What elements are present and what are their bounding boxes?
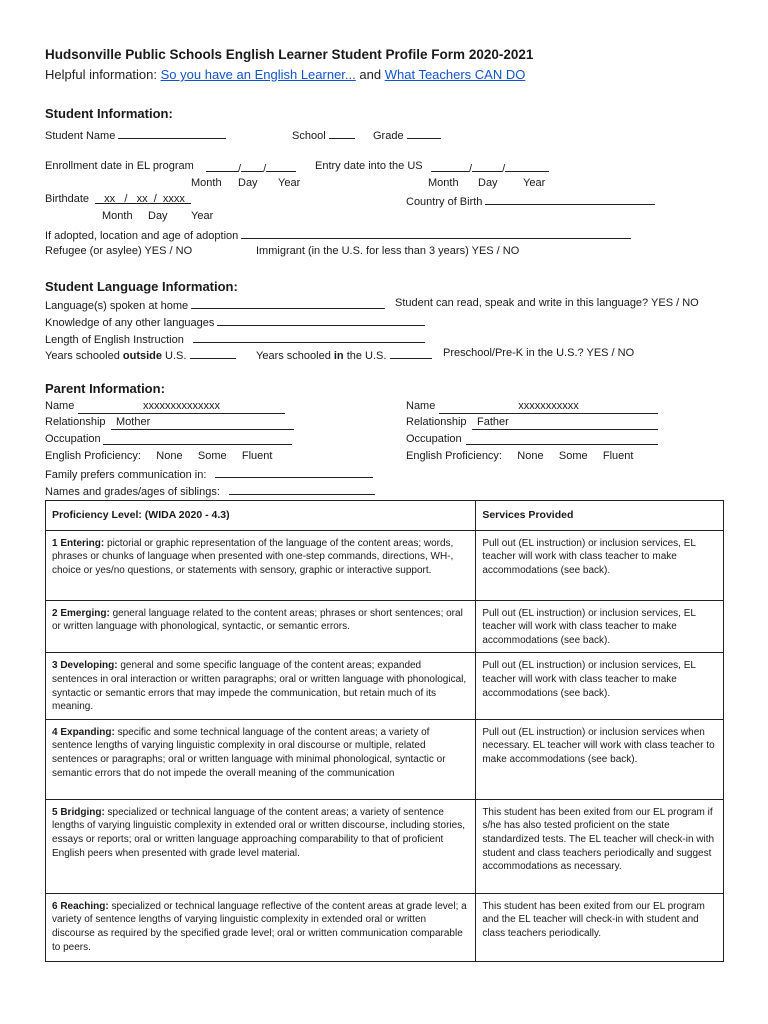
birth-day-hint: Day [148, 210, 168, 222]
service-description: Pull out (EL instruction) or inclusion services, EL teacher will work with class teacher to make accommodations (see back). [476, 530, 724, 600]
service-description: Pull out (EL instruction) or inclusion services, EL teacher will work with class teacher to make accommodations (see back). [476, 653, 724, 719]
helpful-info-label: Helpful information: [45, 67, 157, 82]
student-info-heading: Student Information: [45, 106, 173, 121]
form-title: Hudsonville Public Schools English Learner Student Profile Form 2020-2021 [45, 47, 534, 62]
immigrant-question[interactable]: Immigrant (in the U.S. for less than 3 years) YES / NO [256, 245, 520, 257]
family-communication-field[interactable] [45, 466, 373, 481]
parent-info-heading: Parent Information: [45, 381, 165, 396]
grade-label: Grade [373, 130, 404, 142]
proficiency-none[interactable]: None [156, 450, 183, 462]
student-name-field[interactable] [45, 127, 226, 142]
level-name: 1 Entering: [52, 537, 105, 549]
english-instruction-label: Length of English Instruction [45, 334, 184, 346]
outside-emphasis: outside [122, 350, 162, 362]
teachers-can-do-link[interactable]: What Teachers CAN DO [384, 67, 526, 82]
adoption-field[interactable] [45, 227, 631, 242]
country-of-birth-line[interactable] [485, 193, 655, 205]
birthdate-label: Birthdate [45, 193, 90, 205]
parent2-occupation-line[interactable] [466, 444, 658, 445]
table-row [46, 799, 724, 893]
other-languages-label: Knowledge of any other languages [45, 317, 215, 329]
parent2-relationship-value[interactable]: Father [472, 416, 658, 430]
table-row [46, 893, 724, 961]
parent1-name-label: Name [45, 400, 75, 412]
table-row [46, 653, 724, 719]
proficiency-level-header: Proficiency Level: (WIDA 2020 - 4.3) [46, 501, 476, 531]
enroll-day-hint: Day [238, 177, 258, 189]
enrollment-date-label: Enrollment date in EL program [45, 160, 194, 172]
birth-year-value: xxxx [162, 193, 185, 205]
entry-date-label: Entry date into the US [315, 160, 423, 172]
parent1-occupation-line[interactable] [103, 444, 292, 445]
parent2-proficiency[interactable]: English Proficiency: None Some Fluent [406, 450, 634, 462]
adoption-line[interactable] [241, 227, 631, 239]
services-provided-header: Services Provided [476, 501, 724, 531]
country-of-birth-field[interactable] [406, 193, 655, 208]
birth-month-hint: Month [102, 210, 133, 222]
other-languages-field[interactable] [45, 314, 425, 329]
level-description: 4 Expanding: specific and some technical language of the content areas; a variety of sentence lengths of varying linguistic complexity in oral discourse or multiple, related sentences or paragraphs; oral or written language with minimal phonological, syntactic or semantic errors that do not impede the overall meaning of the communication [46, 719, 476, 799]
table-row [46, 600, 724, 653]
language-info-heading: Student Language Information: [45, 279, 238, 294]
helpful-info-line [45, 67, 525, 82]
level-description: 2 Emerging: general language related to the content areas; phrases or short sentences; oral or written language with phonological, syntactic, or semantic errors. [46, 600, 476, 653]
proficiency-fluent[interactable]: Fluent [602, 450, 634, 462]
service-description: Pull out (EL instruction) or inclusion services when necessary. EL teacher will work with class teacher to make accommodations (see back). [476, 719, 724, 799]
parent1-occupation-label: Occupation [45, 433, 101, 445]
can-read-question[interactable]: Student can read, speak and write in this language? YES / NO [395, 297, 699, 309]
parent2-relationship-label: Relationship [406, 416, 467, 428]
birthdate-input[interactable]: xx / xx / xxxx [104, 193, 185, 205]
enroll-month-hint: Month [191, 177, 222, 189]
table-row [46, 719, 724, 799]
country-of-birth-label: Country of Birth [406, 196, 483, 208]
english-instruction-line[interactable] [193, 331, 425, 343]
years-outside-line[interactable] [190, 347, 236, 359]
level-name: 4 Expanding: [52, 726, 115, 738]
proficiency-some[interactable]: Some [558, 450, 588, 462]
service-description: This student has been exited from our EL program and the EL teacher will check-in with student and class teachers periodically. [476, 893, 724, 961]
enroll-year-hint: Year [278, 177, 301, 189]
enrollment-date-input[interactable]: / / [206, 160, 296, 175]
in-emphasis: in [333, 350, 344, 362]
english-instruction-field[interactable] [45, 331, 425, 346]
level-description: 6 Reaching: specialized or technical language reflective of the content areas at grade level; a variety of sentence lengths of varying linguistic complexity in extended oral or written discourse as required by the specified grade level; oral or written communication comparable to peers. [46, 893, 476, 961]
level-name: 3 Developing: [52, 660, 118, 672]
entry-date-input[interactable]: / / [431, 160, 549, 175]
years-in-line[interactable] [390, 347, 432, 359]
table-header-row [46, 501, 724, 531]
level-description: 3 Developing: general and some specific language of the content areas; expanded sentences in oral interaction or written paragraphs; oral or written language with phonological, syntactic or semantic errors that may impede the communication, but retain much of its meaning. [46, 653, 476, 719]
student-name-line[interactable] [118, 127, 226, 139]
parent2-occupation-label: Occupation [406, 433, 462, 445]
english-learner-link[interactable]: So you have an English Learner... [160, 67, 356, 82]
years-outside-field[interactable]: Years schooled outside U.S. [45, 347, 236, 362]
birth-day-value: xx [136, 193, 148, 205]
parent1-relationship-label: Relationship [45, 416, 106, 428]
parent1-relationship-value[interactable]: Mother [111, 416, 294, 430]
school-field[interactable] [292, 127, 355, 142]
proficiency-none[interactable]: None [517, 450, 544, 462]
parent2-name-value[interactable]: xxxxxxxxxxx [439, 400, 658, 414]
service-description: This student has been exited from our EL program if s/he has also tested proficient on the state standardized tests. The EL teacher will check-in with student and class teachers periodically and suggest accommodations as necessary. [476, 799, 724, 893]
adoption-label: If adopted, location and age of adoption [45, 230, 239, 242]
table-row [46, 530, 724, 600]
proficiency-some[interactable]: Some [197, 450, 227, 462]
school-line[interactable] [329, 127, 355, 139]
home-language-label: Language(s) spoken at home [45, 300, 189, 312]
level-description: 5 Bridging: specialized or technical language of the content areas; a variety of sentence lengths of varying linguistic complexity in extended oral or written discourse, including stories, essays or reports; oral or written language approaching comparability to that of proficient English peers when presented with grade level material. [46, 799, 476, 893]
preschool-question[interactable]: Preschool/Pre-K in the U.S.? YES / NO [443, 347, 635, 359]
home-language-line[interactable] [191, 297, 385, 309]
parent1-proficiency[interactable]: English Proficiency: None Some Fluent [45, 450, 273, 462]
parent1-name-value[interactable]: xxxxxxxxxxxxxx [78, 400, 285, 414]
level-name: 2 Emerging: [52, 607, 110, 619]
home-language-field[interactable] [45, 297, 385, 312]
grade-field[interactable] [373, 127, 441, 142]
school-label: School [292, 130, 326, 142]
siblings-field[interactable] [45, 483, 375, 498]
proficiency-table [45, 500, 724, 962]
level-name: 6 Reaching: [52, 900, 109, 912]
parent2-name-label: Name [406, 400, 436, 412]
level-description: 1 Entering: pictorial or graphic representation of the language of the content areas; words, phrases or chunks of language when presented with one-step commands, directions, WH-, choice or yes/no questions, or statements with sensory, graphic or interactive support. [46, 530, 476, 600]
years-in-field[interactable]: Years schooled in the U.S. [256, 347, 432, 362]
proficiency-fluent[interactable]: Fluent [241, 450, 273, 462]
family-communication-label: Family prefers communication in: [45, 469, 207, 481]
siblings-line[interactable] [229, 483, 375, 495]
entry-month-hint: Month [428, 177, 459, 189]
student-name-label: Student Name [45, 130, 116, 142]
level-name: 5 Bridging: [52, 806, 105, 818]
other-languages-line[interactable] [217, 314, 425, 326]
birth-year-hint: Year [191, 210, 214, 222]
refugee-question[interactable]: Refugee (or asylee) YES / NO [45, 245, 193, 257]
birth-month-value: xx [104, 193, 116, 205]
entry-year-hint: Year [523, 177, 546, 189]
and-text: and [359, 67, 382, 82]
entry-day-hint: Day [478, 177, 498, 189]
family-communication-line[interactable] [215, 466, 373, 478]
siblings-label: Names and grades/ages of siblings: [45, 486, 220, 498]
grade-line[interactable] [407, 127, 441, 139]
service-description: Pull out (EL instruction) or inclusion services, EL teacher will work with class teacher to make accommodations (see back). [476, 600, 724, 653]
